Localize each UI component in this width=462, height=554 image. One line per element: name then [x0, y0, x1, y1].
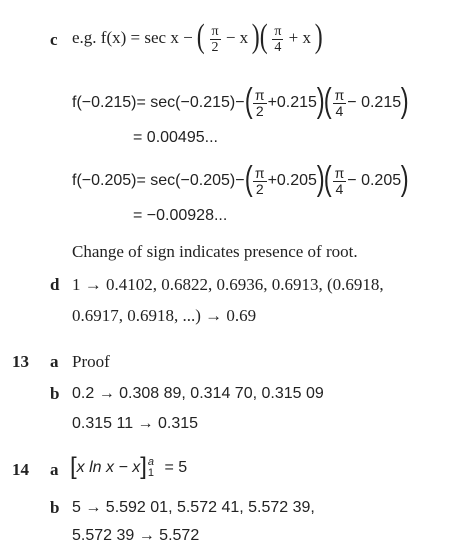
c-func: f(x) = sec x − — [100, 27, 193, 47]
c-eval2-b: − 0.205 — [347, 172, 402, 190]
c-minus-x: − x — [225, 27, 249, 47]
c-eval-1: f(−0.215)= sec(−0.215)−( $\frac{\pi}{2}$ +0.215)( $\frac{\pi}{4}$ − 0.215) — [72, 82, 409, 120]
c-eval1-b: − 0.215 — [347, 94, 402, 112]
q13-b-line-2: 0.315 11 → 0.315 — [72, 415, 199, 432]
c-eval-2-result: = −0.00928... — [133, 207, 228, 224]
c-function-definition — [72, 18, 323, 56]
q14-a-upper-limit: a — [147, 456, 155, 468]
question-14-number: 14 — [12, 460, 29, 479]
part-d-label: d — [50, 275, 60, 294]
c-eval1-lhs: f(−0.215)= sec(−0.215)− — [72, 94, 245, 112]
frac-pi-over-2: $\frac{\pi}{2}$ — [211, 23, 219, 55]
frac-pi-over-2: $\frac{\pi}{2}$ — [254, 86, 265, 119]
q14-a-label: a — [50, 460, 59, 479]
part-c-label: c — [50, 30, 58, 49]
c-eval2-lhs: f(−0.205)= sec(−0.205)− — [72, 172, 245, 190]
c-eval-2: f(−0.205)= sec(−0.205)−( $\frac{\pi}{2}$ +0.205)( $\frac{\pi}{4}$ − 0.205) — [72, 160, 409, 198]
frac-pi-over-4: $\frac{\pi}{4}$ — [274, 23, 282, 55]
c-eg: e.g. — [72, 27, 97, 47]
frac-pi-over-4: $\frac{\pi}{4}$ — [334, 164, 345, 197]
c-eval2-a: +0.205 — [267, 172, 317, 190]
c-conclusion: Change of sign indicates presence of root. — [72, 242, 358, 261]
bracket-close: ] — [140, 453, 147, 480]
frac-pi-over-4: $\frac{\pi}{4}$ — [334, 86, 345, 119]
q14-b-label: b — [50, 498, 60, 517]
c-eval1-a: +0.215 — [267, 94, 317, 112]
q14-b-line-1: 5 → 5.592 01, 5.572 41, 5.572 39, — [72, 499, 315, 516]
bracket-open: [ — [70, 453, 77, 480]
q14-a-expression — [70, 453, 188, 480]
q14-b-line-2: 5.572 39 → 5.572 — [72, 527, 200, 544]
c-plus-x: + x — [288, 27, 311, 47]
d-line-2: 0.6917, 0.6918, ...) → 0.69 — [72, 306, 257, 325]
q14-a-lower-limit: 1 — [147, 467, 155, 479]
c-eval-1-result: = 0.00495... — [133, 129, 218, 146]
q13-a-text: Proof — [72, 352, 110, 371]
paren-open-2: ( — [259, 18, 268, 55]
question-13-number: 13 — [12, 352, 29, 371]
paren-open: ( — [196, 18, 205, 55]
frac-pi-over-2: $\frac{\pi}{2}$ — [254, 164, 265, 197]
q13-a-label: a — [50, 352, 59, 371]
q13-b-line-1: 0.2 → 0.308 89, 0.314 70, 0.315 09 — [72, 385, 324, 402]
q14-a-eq: = 5 — [164, 459, 188, 477]
q14-a-expr: x ln x − x — [76, 459, 141, 477]
paren-close: ) — [252, 18, 261, 55]
d-line-1: 1 → 0.4102, 0.6822, 0.6936, 0.6913, (0.6918, — [72, 275, 384, 294]
paren-close-2: ) — [314, 18, 323, 55]
q13-b-label: b — [50, 384, 60, 403]
